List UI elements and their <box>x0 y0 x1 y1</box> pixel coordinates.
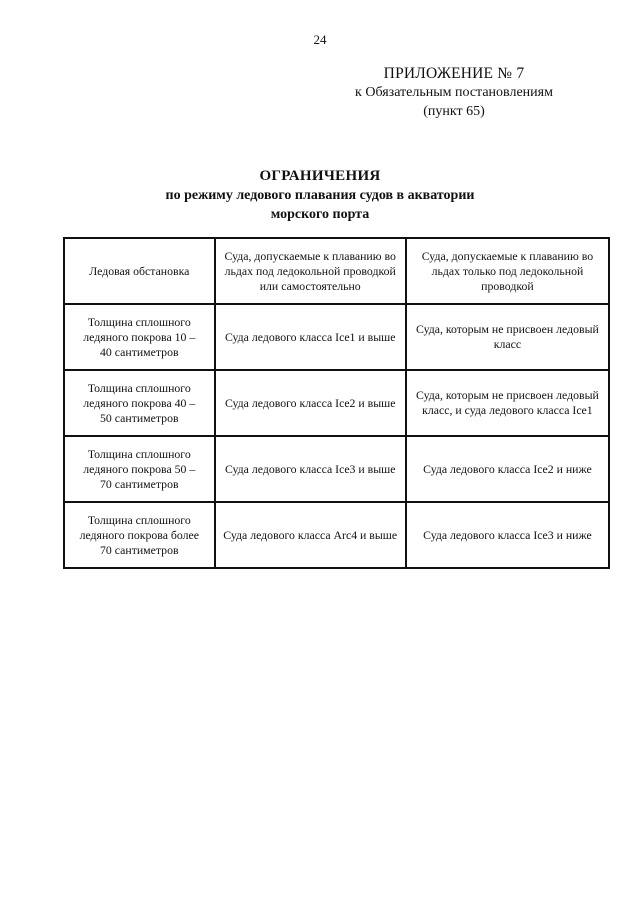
appendix-reference: (пункт 65) <box>423 104 485 119</box>
cell-escorted-or-independent: Суда ледового класса Ice3 и выше <box>215 436 406 502</box>
header-escort-only: Суда, допускаемые к плаванию во льдах только под ледокольной проводкой <box>406 238 609 304</box>
cell-escort-only: Суда ледового класса Ice3 и ниже <box>406 502 609 568</box>
appendix-title: ПРИЛОЖЕНИЕ № 7 <box>383 65 525 82</box>
table-row <box>64 370 609 436</box>
page-number: 24 <box>313 32 327 47</box>
cell-escort-only: Суда ледового класса Ice2 и ниже <box>406 436 609 502</box>
ice-restrictions-table <box>63 237 610 569</box>
cell-escorted-or-independent: Суда ледового класса Ice2 и выше <box>215 370 406 436</box>
appendix-header <box>354 64 554 121</box>
header-escorted-or-independent: Суда, допускаемые к плаванию во льдах под ледокольной проводкой или самостоятельно <box>215 238 406 304</box>
cell-ice-conditions: Толщина сплошного ледяного покрова 40 – 50 сантиметров <box>64 370 215 436</box>
cell-escort-only: Суда, которым не присвоен ледовый класс <box>406 304 609 370</box>
cell-ice-conditions: Толщина сплошного ледяного покрова 10 – 40 сантиметров <box>64 304 215 370</box>
cell-ice-conditions: Толщина сплошного ледяного покрова 50 – 70 сантиметров <box>64 436 215 502</box>
header-ice-conditions: Ледовая обстановка <box>64 238 215 304</box>
table-row <box>64 502 609 568</box>
document-title: ОГРАНИЧЕНИЯ <box>259 168 381 184</box>
document-title-block <box>0 166 640 224</box>
table-header-row <box>64 238 609 304</box>
table-row <box>64 304 609 370</box>
appendix-subtitle: к Обязательным постановлениям <box>355 85 553 100</box>
cell-escort-only: Суда, которым не присвоен ледовый класс, и суда ледового класса Ice1 <box>406 370 609 436</box>
cell-escorted-or-independent: Суда ледового класса Arc4 и выше <box>215 502 406 568</box>
document-subtitle: по режиму ледового плавания судов в акватории морского порта <box>165 188 475 222</box>
cell-ice-conditions: Толщина сплошного ледяного покрова более 70 сантиметров <box>64 502 215 568</box>
table-row <box>64 436 609 502</box>
cell-escorted-or-independent: Суда ледового класса Ice1 и выше <box>215 304 406 370</box>
